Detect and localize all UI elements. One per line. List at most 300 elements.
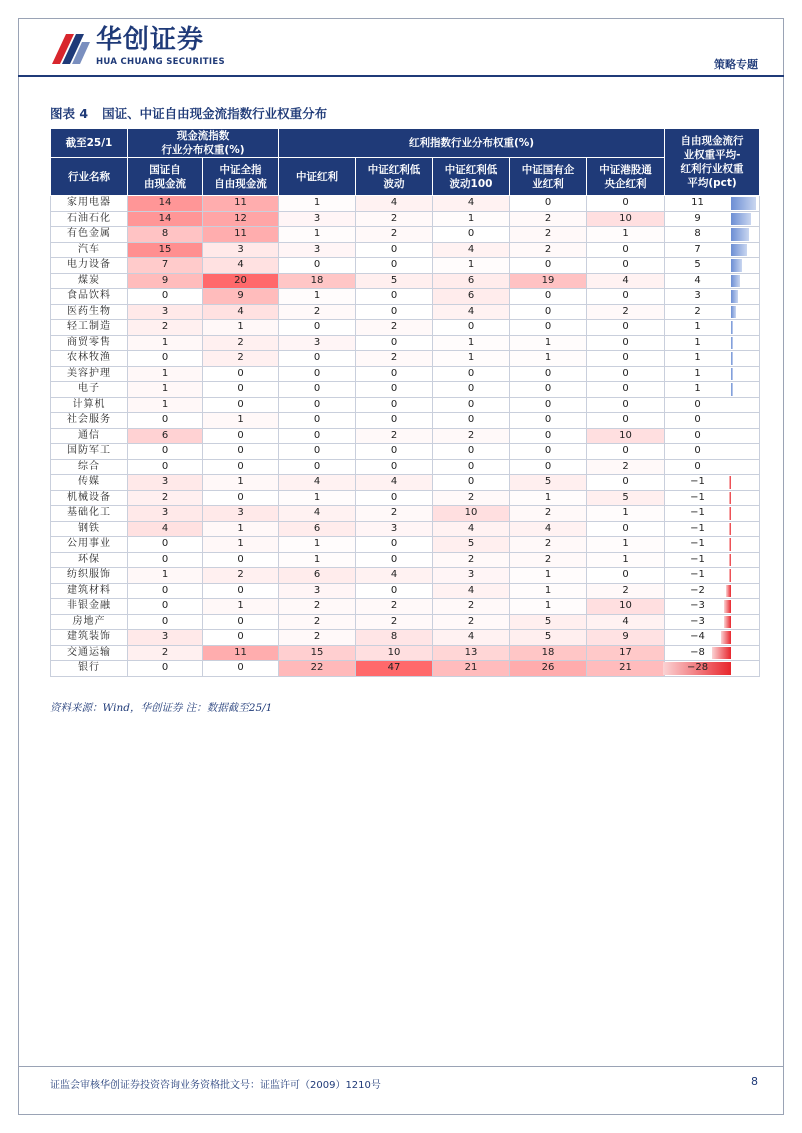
weight-cell: 0 <box>279 444 356 460</box>
diff-cell <box>665 397 760 413</box>
weight-cell: 0 <box>203 459 279 475</box>
weight-cell: 4 <box>433 304 510 320</box>
diff-value: −3 <box>690 600 705 611</box>
diff-bar <box>731 213 751 226</box>
weight-cell: 0 <box>433 475 510 491</box>
table-row <box>51 413 760 429</box>
diff-value: 3 <box>694 290 701 301</box>
weight-cell: 0 <box>203 661 279 677</box>
industry-cell: 非银金融 <box>51 599 128 615</box>
industry-cell: 煤炭 <box>51 273 128 289</box>
weight-cell: 4 <box>356 568 433 584</box>
weight-cell: 0 <box>587 289 665 305</box>
weight-cell: 13 <box>433 645 510 661</box>
industry-cell: 医药生物 <box>51 304 128 320</box>
weight-cell: 4 <box>433 583 510 599</box>
weight-cell: 0 <box>510 196 587 212</box>
weight-cell: 1 <box>510 490 587 506</box>
weight-cell: 0 <box>433 227 510 243</box>
diff-bar <box>731 352 733 365</box>
weight-cell: 2 <box>587 304 665 320</box>
weight-cell: 0 <box>433 459 510 475</box>
table-row <box>51 289 760 305</box>
industry-cell: 通信 <box>51 428 128 444</box>
weight-cell: 0 <box>433 320 510 336</box>
weight-cell: 5 <box>510 614 587 630</box>
corner-header: 截至25/1 <box>51 129 128 158</box>
weight-cell: 2 <box>356 506 433 522</box>
weight-cell: 0 <box>356 459 433 475</box>
table-row <box>51 211 760 227</box>
weight-cell: 5 <box>356 273 433 289</box>
diff-value: 4 <box>694 274 701 286</box>
weight-cell: 8 <box>356 630 433 646</box>
diff-cell <box>665 211 760 227</box>
weight-cell: 0 <box>587 382 665 398</box>
column-header: 中证红利低 波动 <box>356 158 433 196</box>
weight-cell: 2 <box>433 552 510 568</box>
industry-cell: 商贸零售 <box>51 335 128 351</box>
weight-cell: 0 <box>128 614 203 630</box>
diff-value: 1 <box>694 367 701 379</box>
industry-cell: 传媒 <box>51 475 128 491</box>
weight-cell: 2 <box>510 552 587 568</box>
weight-cell: 0 <box>128 599 203 615</box>
weight-cell: 0 <box>433 397 510 413</box>
diff-header: 自由现金流行 业权重平均- 红利行业权重 平均(pct) <box>665 129 760 196</box>
weight-cell: 15 <box>279 645 356 661</box>
weight-cell: 0 <box>279 428 356 444</box>
diff-cell <box>665 490 760 506</box>
table-row <box>51 196 760 212</box>
industry-cell: 交通运输 <box>51 645 128 661</box>
weight-cell: 1 <box>203 537 279 553</box>
weight-cell: 8 <box>128 227 203 243</box>
table-row <box>51 242 760 258</box>
weight-cell: 1 <box>203 521 279 537</box>
weight-cell: 0 <box>587 366 665 382</box>
diff-value: −1 <box>690 507 705 518</box>
weight-cell: 0 <box>510 459 587 475</box>
industry-cell: 汽车 <box>51 242 128 258</box>
weight-cell: 4 <box>510 521 587 537</box>
weight-cell: 0 <box>587 320 665 336</box>
weight-cell: 0 <box>356 552 433 568</box>
weight-cell: 10 <box>587 428 665 444</box>
weight-cell: 0 <box>356 490 433 506</box>
weight-cell: 14 <box>128 211 203 227</box>
weight-cell: 0 <box>587 521 665 537</box>
weight-cell: 1 <box>279 196 356 212</box>
weight-cell: 0 <box>587 444 665 460</box>
weight-cell: 21 <box>587 661 665 677</box>
weight-cell: 1 <box>433 211 510 227</box>
weight-cell: 3 <box>203 242 279 258</box>
table-row <box>51 227 760 243</box>
table-row <box>51 475 760 491</box>
diff-cell <box>665 242 760 258</box>
diff-cell <box>665 227 760 243</box>
weight-cell: 4 <box>587 273 665 289</box>
table-row <box>51 258 760 274</box>
industry-cell: 国防军工 <box>51 444 128 460</box>
table-row <box>51 428 760 444</box>
weight-cell: 2 <box>128 490 203 506</box>
weight-cell: 10 <box>587 599 665 615</box>
weight-cell: 0 <box>279 459 356 475</box>
weight-cell: 1 <box>279 289 356 305</box>
weight-cell: 0 <box>279 351 356 367</box>
weight-cell: 1 <box>203 599 279 615</box>
industry-cell: 美容护理 <box>51 366 128 382</box>
diff-value: −1 <box>690 569 705 580</box>
weight-cell: 2 <box>279 630 356 646</box>
weight-cell: 11 <box>203 227 279 243</box>
weight-cell: 4 <box>203 304 279 320</box>
diff-value: −3 <box>690 615 705 627</box>
diff-value: 0 <box>694 398 701 410</box>
weight-cell: 15 <box>128 242 203 258</box>
weight-cell: 5 <box>510 475 587 491</box>
industry-cell: 房地产 <box>51 614 128 630</box>
weight-cell: 0 <box>510 413 587 429</box>
diff-bar <box>731 275 740 288</box>
weight-cell: 0 <box>587 397 665 413</box>
weight-cell: 4 <box>128 521 203 537</box>
weight-cell: 0 <box>356 413 433 429</box>
weight-cell: 0 <box>356 335 433 351</box>
table-row <box>51 459 760 475</box>
diff-cell <box>665 630 760 646</box>
weight-cell: 2 <box>279 304 356 320</box>
weight-cell: 1 <box>128 397 203 413</box>
weight-cell: 3 <box>128 506 203 522</box>
weight-cell: 2 <box>279 599 356 615</box>
weight-cell: 0 <box>587 351 665 367</box>
weight-cell: 6 <box>279 521 356 537</box>
weight-cell: 2 <box>510 211 587 227</box>
diff-bar <box>731 383 733 396</box>
weight-cell: 6 <box>128 428 203 444</box>
weight-cell: 0 <box>510 320 587 336</box>
diff-bar <box>731 228 749 241</box>
weight-cell: 18 <box>510 645 587 661</box>
weight-cell: 0 <box>203 552 279 568</box>
table-row <box>51 537 760 553</box>
weight-cell: 0 <box>279 258 356 274</box>
weight-cell: 9 <box>203 289 279 305</box>
weight-cell: 3 <box>433 568 510 584</box>
weight-cell: 2 <box>510 227 587 243</box>
table-row <box>51 273 760 289</box>
diff-value: 0 <box>694 460 701 472</box>
weight-cell: 2 <box>203 351 279 367</box>
column-header: 中证红利低 波动100 <box>433 158 510 196</box>
weight-cell: 0 <box>128 351 203 367</box>
weight-cell: 0 <box>587 475 665 491</box>
weight-cell: 2 <box>279 614 356 630</box>
weight-cell: 4 <box>433 521 510 537</box>
weight-cell: 1 <box>510 568 587 584</box>
weight-cell: 0 <box>279 366 356 382</box>
figure-number: 图表 4 <box>50 106 89 121</box>
column-header: 国证自 由现金流 <box>128 158 203 196</box>
weight-cell: 9 <box>128 273 203 289</box>
table-row <box>51 382 760 398</box>
diff-value: −1 <box>690 491 705 503</box>
table-body <box>51 196 760 677</box>
weight-cell: 0 <box>433 382 510 398</box>
weight-cell: 0 <box>203 614 279 630</box>
industry-cell: 社会服务 <box>51 413 128 429</box>
weight-cell: 11 <box>203 196 279 212</box>
table-row <box>51 366 760 382</box>
weight-cell: 4 <box>433 242 510 258</box>
weight-cell: 2 <box>128 645 203 661</box>
table-row <box>51 444 760 460</box>
diff-cell <box>665 568 760 584</box>
weight-cell: 1 <box>510 583 587 599</box>
weight-cell: 0 <box>128 459 203 475</box>
brand-name: 华创证券 <box>96 25 205 55</box>
weight-cell: 19 <box>510 273 587 289</box>
weight-cell: 1 <box>510 599 587 615</box>
diff-bar <box>731 197 756 210</box>
weight-cell: 0 <box>128 537 203 553</box>
weight-cell: 0 <box>203 382 279 398</box>
diff-value: 9 <box>694 212 701 224</box>
weight-cell: 0 <box>356 366 433 382</box>
column-header: 中证港股通 央企红利 <box>587 158 665 196</box>
table-row <box>51 614 760 630</box>
diff-bar <box>731 306 736 319</box>
table-row <box>51 320 760 336</box>
table-row <box>51 552 760 568</box>
weight-cell: 0 <box>510 444 587 460</box>
weight-cell: 0 <box>510 397 587 413</box>
diff-bar <box>731 321 733 334</box>
weight-cell: 0 <box>587 196 665 212</box>
diff-cell <box>665 506 760 522</box>
weight-cell: 0 <box>510 304 587 320</box>
industry-cell: 电力设备 <box>51 258 128 274</box>
weight-cell: 1 <box>587 537 665 553</box>
column-header: 中证红利 <box>279 158 356 196</box>
diff-cell <box>665 614 760 630</box>
weight-cell: 4 <box>279 475 356 491</box>
weight-cell: 11 <box>203 645 279 661</box>
weight-cell: 2 <box>356 227 433 243</box>
weight-cell: 1 <box>433 335 510 351</box>
weight-cell: 2 <box>510 506 587 522</box>
weight-cell: 0 <box>128 413 203 429</box>
diff-cell <box>665 537 760 553</box>
weight-cell: 1 <box>587 506 665 522</box>
weight-cell: 3 <box>128 630 203 646</box>
weight-cell: 14 <box>128 196 203 212</box>
industry-cell: 农林牧渔 <box>51 351 128 367</box>
weight-cell: 0 <box>356 397 433 413</box>
weight-cell: 6 <box>433 289 510 305</box>
weight-cell: 0 <box>510 382 587 398</box>
industry-cell: 建筑材料 <box>51 583 128 599</box>
weight-cell: 5 <box>433 537 510 553</box>
weight-cell: 0 <box>128 661 203 677</box>
diff-cell <box>665 366 760 382</box>
diff-value: 11 <box>691 197 704 208</box>
weight-cell: 0 <box>356 444 433 460</box>
table-row <box>51 335 760 351</box>
weight-cell: 2 <box>433 599 510 615</box>
dividend-group-header: 红利指数行业分布权重(%) <box>279 129 665 158</box>
column-header: 中证国有企 业红利 <box>510 158 587 196</box>
diff-cell <box>665 289 760 305</box>
diff-value: 1 <box>694 352 701 363</box>
weight-cell: 2 <box>433 490 510 506</box>
weight-cell: 3 <box>279 583 356 599</box>
weight-cell: 2 <box>203 568 279 584</box>
weight-cell: 0 <box>203 583 279 599</box>
weight-cell: 4 <box>356 475 433 491</box>
weight-cell: 47 <box>356 661 433 677</box>
weight-cell: 0 <box>510 289 587 305</box>
industry-weight-table <box>50 128 760 677</box>
weight-cell: 4 <box>356 196 433 212</box>
table-row <box>51 599 760 615</box>
weight-cell: 0 <box>433 366 510 382</box>
weight-cell: 0 <box>279 397 356 413</box>
weight-cell: 0 <box>356 583 433 599</box>
diff-cell <box>665 351 760 367</box>
weight-cell: 3 <box>279 335 356 351</box>
weight-cell: 0 <box>587 413 665 429</box>
diff-bar <box>731 290 738 303</box>
weight-cell: 1 <box>510 335 587 351</box>
weight-cell: 1 <box>203 320 279 336</box>
weight-cell: 0 <box>356 289 433 305</box>
weight-cell: 0 <box>128 583 203 599</box>
industry-cell: 轻工制造 <box>51 320 128 336</box>
weight-cell: 1 <box>128 382 203 398</box>
weight-cell: 1 <box>279 537 356 553</box>
weight-cell: 2 <box>356 351 433 367</box>
weight-cell: 2 <box>433 614 510 630</box>
industry-cell: 电子 <box>51 382 128 398</box>
weight-cell: 2 <box>510 242 587 258</box>
weight-cell: 0 <box>356 258 433 274</box>
weight-cell: 3 <box>279 242 356 258</box>
weight-cell: 21 <box>433 661 510 677</box>
industry-cell: 基础化工 <box>51 506 128 522</box>
weight-cell: 6 <box>279 568 356 584</box>
table-row <box>51 521 760 537</box>
brand-name-english: HUA CHUANG SECURITIES <box>96 57 225 67</box>
table-row <box>51 661 760 677</box>
weight-cell: 5 <box>510 630 587 646</box>
weight-cell: 2 <box>128 320 203 336</box>
diff-value: 0 <box>694 414 701 425</box>
diff-cell <box>665 273 760 289</box>
weight-cell: 0 <box>203 397 279 413</box>
diff-cell <box>665 196 760 212</box>
weight-cell: 1 <box>279 490 356 506</box>
weight-cell: 1 <box>510 351 587 367</box>
weight-cell: 0 <box>587 335 665 351</box>
diff-bar <box>731 244 747 257</box>
weight-cell: 1 <box>203 413 279 429</box>
weight-cell: 4 <box>433 196 510 212</box>
diff-cell <box>665 320 760 336</box>
weight-cell: 4 <box>587 614 665 630</box>
diff-cell <box>665 335 760 351</box>
diff-cell <box>665 382 760 398</box>
weight-cell: 0 <box>587 568 665 584</box>
weight-cell: 0 <box>587 242 665 258</box>
diff-value: −1 <box>690 476 705 487</box>
diff-value: −28 <box>686 662 709 673</box>
weight-cell: 1 <box>128 366 203 382</box>
diff-value: 0 <box>694 429 701 441</box>
weight-cell: 1 <box>279 552 356 568</box>
weight-cell: 2 <box>587 583 665 599</box>
weight-cell: 0 <box>128 552 203 568</box>
industry-cell: 钢铁 <box>51 521 128 537</box>
header-divider <box>18 75 784 77</box>
weight-cell: 1 <box>279 227 356 243</box>
weight-cell: 0 <box>510 258 587 274</box>
weight-cell: 1 <box>128 568 203 584</box>
diff-cell <box>665 258 760 274</box>
industry-cell: 银行 <box>51 661 128 677</box>
industry-cell: 机械设备 <box>51 490 128 506</box>
diff-cell <box>665 475 760 491</box>
industry-cell: 有色金属 <box>51 227 128 243</box>
weight-cell: 2 <box>356 320 433 336</box>
figure-title-text: 国证、中证自由现金流指数行业权重分布 <box>102 106 328 121</box>
weight-cell: 0 <box>279 382 356 398</box>
table-row <box>51 645 760 661</box>
weight-cell: 2 <box>203 335 279 351</box>
diff-cell <box>665 444 760 460</box>
industry-cell: 纺织服饰 <box>51 568 128 584</box>
diff-cell <box>665 413 760 429</box>
weight-cell: 1 <box>128 335 203 351</box>
column-header: 中证全指 自由现金流 <box>203 158 279 196</box>
diff-cell <box>665 599 760 615</box>
weight-cell: 4 <box>279 506 356 522</box>
table-row <box>51 397 760 413</box>
weight-cell: 2 <box>356 599 433 615</box>
diff-value: −2 <box>690 584 705 596</box>
weight-cell: 1 <box>433 258 510 274</box>
table-row <box>51 351 760 367</box>
diff-cell <box>665 521 760 537</box>
weight-cell: 0 <box>356 537 433 553</box>
weight-cell: 0 <box>356 242 433 258</box>
weight-cell: 0 <box>587 258 665 274</box>
diff-value: −1 <box>690 553 705 565</box>
weight-cell: 3 <box>128 475 203 491</box>
weight-cell: 22 <box>279 661 356 677</box>
weight-cell: 0 <box>510 366 587 382</box>
weight-cell: 0 <box>279 413 356 429</box>
weight-cell: 1 <box>587 227 665 243</box>
diff-value: −1 <box>690 538 705 549</box>
weight-cell: 17 <box>587 645 665 661</box>
table-row <box>51 583 760 599</box>
weight-cell: 0 <box>510 428 587 444</box>
weight-cell: 0 <box>433 413 510 429</box>
